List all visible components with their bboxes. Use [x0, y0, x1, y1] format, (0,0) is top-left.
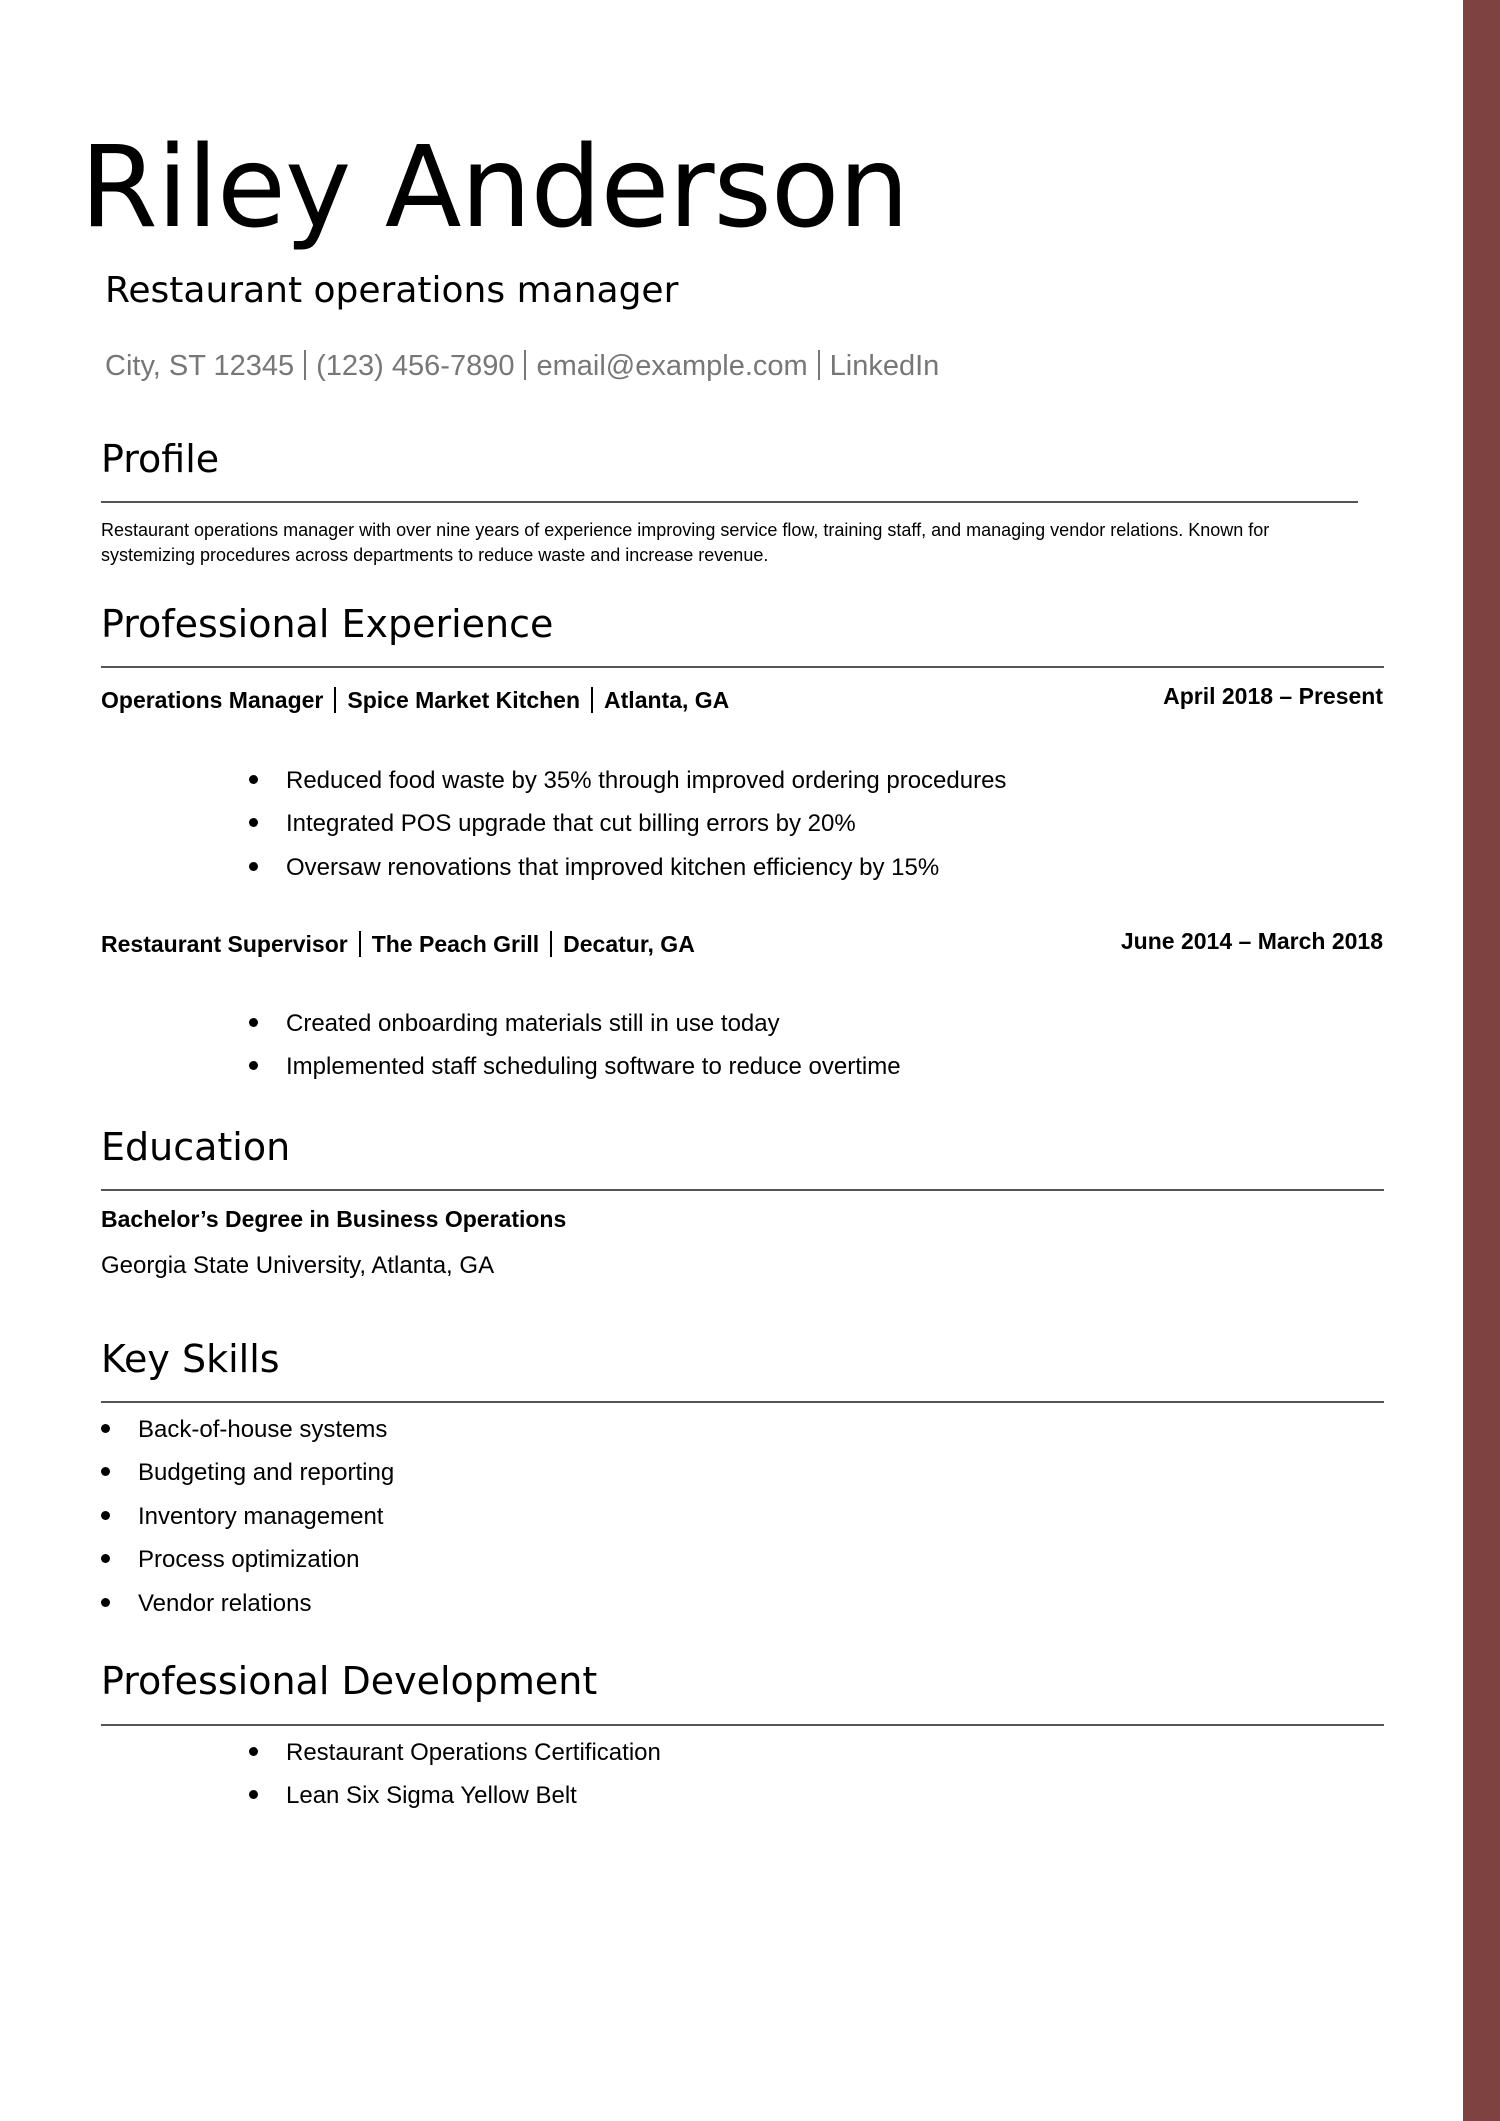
list-item: [286, 802, 1006, 845]
profile-heading: Profile: [101, 437, 220, 481]
skill-text: Vendor relations: [138, 1589, 312, 1617]
bullet-icon: [249, 1747, 258, 1756]
development-list: [286, 1731, 661, 1818]
skill-text: Inventory management: [138, 1502, 384, 1530]
development-divider: [101, 1724, 1384, 1726]
accent-side-bar: [1463, 0, 1500, 2121]
development-heading: Professional Development: [101, 1659, 598, 1703]
bullet-icon: [101, 1511, 110, 1520]
bullet-icon: [249, 1790, 258, 1799]
job-2-location: Decatur, GA: [563, 931, 695, 957]
job-1-bullets: [286, 759, 1006, 889]
bullet-icon: [249, 1018, 258, 1027]
job-1-title-line: [101, 685, 729, 715]
list-item: [286, 1731, 661, 1774]
bullet-text: Oversaw renovations that improved kitchen efficiency by 15%: [286, 853, 940, 881]
profile-text: Restaurant operations manager with over nine years of experience improving service flow, training staff, and managing vendor relations. Known for systemizing procedures across departments to reduce waste and increase revenue.: [101, 520, 1270, 565]
job-separator: [334, 687, 336, 713]
list-item: [138, 1582, 394, 1625]
list-item: [138, 1451, 394, 1494]
job-2-bullets: [286, 1002, 901, 1089]
list-item: [286, 1045, 901, 1088]
list-item: [286, 1002, 901, 1045]
job-1-dates: April 2018 – Present: [1163, 683, 1383, 709]
bullet-icon: [101, 1554, 110, 1563]
job-separator: [550, 931, 552, 957]
list-item: [286, 759, 1006, 802]
job-2-role: Restaurant Supervisor: [101, 931, 348, 957]
skills-heading: Key Skills: [101, 1337, 280, 1381]
contact-separator: [524, 350, 526, 380]
bullet-text: Reduced food waste by 35% through improved ordering procedures: [286, 767, 1007, 794]
education-heading: Education: [101, 1125, 291, 1169]
bullet-text: Implemented staff scheduling software to reduce overtime: [286, 1053, 901, 1081]
bullet-icon: [101, 1467, 110, 1476]
list-item: [286, 846, 1006, 889]
contact-line: [105, 347, 939, 385]
job-2-title-line: [101, 929, 695, 959]
job-separator: [591, 687, 593, 713]
development-text: Restaurant Operations Certification: [286, 1739, 661, 1766]
development-text: Lean Six Sigma Yellow Belt: [286, 1782, 577, 1810]
candidate-name: Riley Anderson: [80, 123, 909, 253]
skill-text: Process optimization: [138, 1546, 360, 1574]
bullet-text: Integrated POS upgrade that cut billing errors by 20%: [286, 810, 856, 838]
bullet-icon: [101, 1424, 110, 1433]
experience-divider: [101, 666, 1384, 668]
list-item: [286, 1774, 661, 1817]
skill-text: Budgeting and reporting: [138, 1459, 395, 1487]
list-item: [138, 1495, 394, 1538]
experience-heading: Professional Experience: [101, 602, 554, 646]
bullet-icon: [249, 775, 258, 784]
skills-list: [138, 1408, 394, 1625]
skill-text: Back-of-house systems: [138, 1416, 388, 1443]
contact-email[interactable]: email@example.com: [536, 350, 808, 382]
job-2-dates: June 2014 – March 2018: [1120, 928, 1383, 954]
education-school: Georgia State University, Atlanta, GA: [101, 1252, 495, 1279]
contact-location: City, ST 12345: [105, 350, 295, 382]
bullet-icon: [249, 1061, 258, 1070]
contact-separator: [304, 350, 306, 380]
bullet-icon: [101, 1598, 110, 1607]
bullet-icon: [249, 862, 258, 871]
bullet-icon: [249, 818, 258, 827]
job-1-role: Operations Manager: [101, 687, 324, 713]
job-1-company: Spice Market Kitchen: [347, 687, 581, 713]
contact-linkedin[interactable]: LinkedIn: [829, 350, 940, 382]
contact-separator: [818, 350, 820, 380]
contact-phone: (123) 456-7890: [316, 350, 515, 382]
list-item: [138, 1408, 394, 1451]
job-separator: [359, 931, 361, 957]
candidate-title: Restaurant operations manager: [105, 270, 679, 311]
profile-divider: [101, 501, 1358, 503]
job-2-company: The Peach Grill: [371, 931, 540, 957]
bullet-text: Created onboarding materials still in use today: [286, 1010, 780, 1037]
job-1-location: Atlanta, GA: [604, 687, 730, 713]
list-item: [138, 1538, 394, 1581]
education-degree: Bachelor’s Degree in Business Operations: [101, 1206, 567, 1232]
education-divider: [101, 1189, 1384, 1191]
skills-divider: [101, 1401, 1384, 1403]
